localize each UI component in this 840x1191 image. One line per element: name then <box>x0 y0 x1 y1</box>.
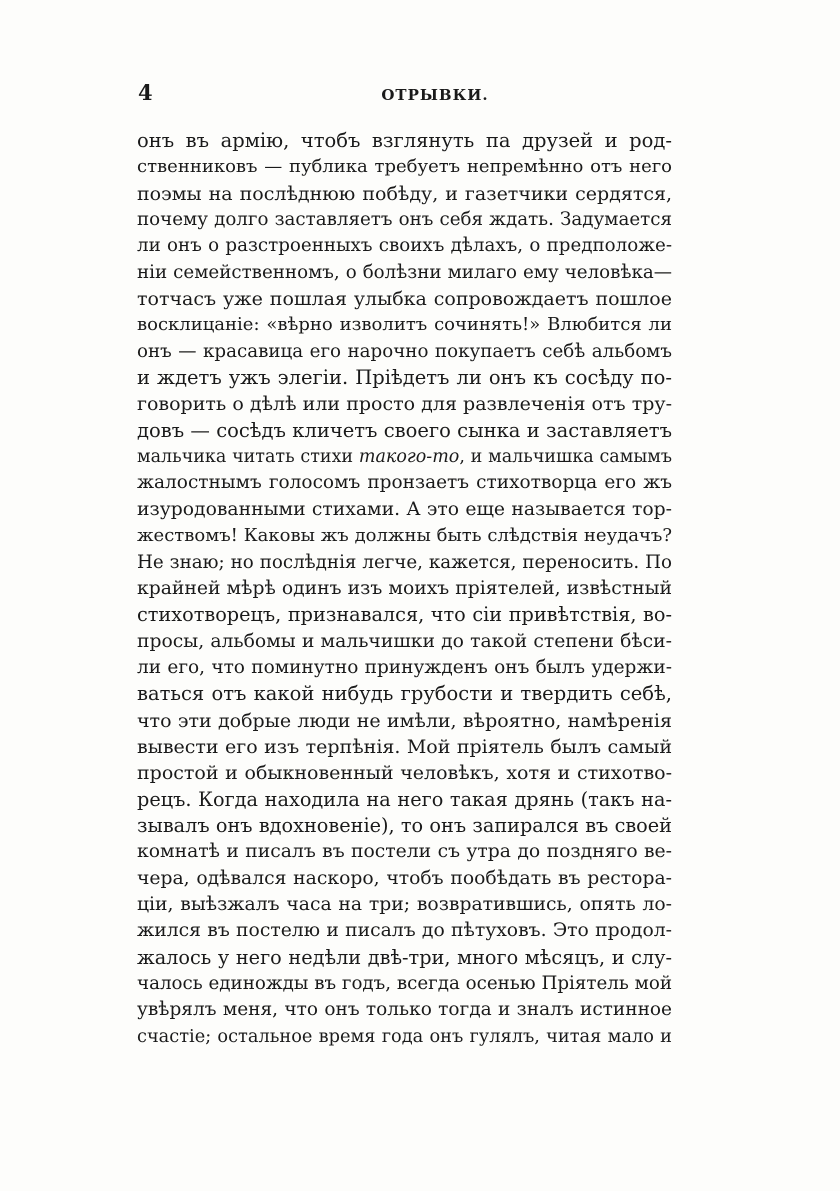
text-line: увѣрялъ меня, что онъ только тогда и зналъ истинное <box>137 999 672 1021</box>
running-header: ОТРЫВКИ. <box>381 86 489 104</box>
body-text <box>137 128 672 1050</box>
text-line: чера, одѣвался наскоро, чтобъ пообѣдать въ рестора- <box>137 867 672 889</box>
text-line: крайней мѣрѣ одинъ изъ моихъ пріятелей, извѣстный <box>137 577 672 599</box>
text-line: что эти добрые люди не имѣли, вѣроятно, намѣренія <box>137 709 672 732</box>
text-fragment: , и мальчишка самымъ <box>459 447 672 468</box>
text-line: ли онъ о разстроенныхъ своихъ дѣлахъ, о предположе- <box>137 235 672 257</box>
text-line: Не знаю; но послѣднія легче, кажется, переносить. По <box>137 551 672 573</box>
text-line: ственниковъ — публика требуетъ непремѣнно отъ него <box>137 156 672 178</box>
text-line: жалось у него недѣли двѣ-три, много мѣсяцъ, и слу- <box>137 945 672 969</box>
italic-name: такого-то <box>358 447 460 468</box>
text-line: вывести его изъ терпѣнія. Мой пріятель былъ самый <box>137 735 672 758</box>
text-line: зывалъ онъ вдохновеніе), то онъ запирался въ своей <box>137 813 672 837</box>
page-number: 4 <box>138 80 153 105</box>
text-line: чалось единожды въ годъ, всегда осенью Пріятель мой <box>137 973 672 994</box>
text-line: жился въ постелю и писалъ до пѣтуховъ. Это продол- <box>137 920 672 942</box>
text-line: рецъ. Когда находила на него такая дрянь (такъ на- <box>137 787 672 811</box>
text-line: ціи, выѣзжалъ часа на три; возвратившись, опять ло- <box>137 893 672 915</box>
text-line: онъ — красавица его нарочно покупаетъ себѣ альбомъ <box>137 340 672 362</box>
text-line: изуродованными стихами. А это еще называется тор- <box>137 498 672 520</box>
text-line: тотчасъ уже пошлая улыбка сопровождаетъ пошлое <box>137 288 672 311</box>
text-line: довъ — сосѣдъ кличетъ своего сынка и заставляетъ <box>137 418 672 442</box>
text-line: стихотворецъ, признавался, что сіи привѣтствія, во- <box>137 603 672 627</box>
text-line: почему долго заставляетъ онъ себя ждать. Задумается <box>137 209 672 231</box>
text-line: ніи семейственномъ, о болѣзни милаго ему человѣка— <box>137 261 672 283</box>
text-line: поэмы на послѣднюю побѣду, и газетчики сердятся, <box>137 182 672 205</box>
text-line: жалостнымъ голосомъ пронзаетъ стихотворца его жъ <box>137 472 672 494</box>
text-fragment: мальчика читать стихи <box>137 447 359 468</box>
text-line: онъ въ армію, чтобъ взглянуть па друзей и род- <box>137 129 672 152</box>
text-line: простой и обыкновенный человѣкъ, хотя и стихотво- <box>137 762 672 785</box>
text-line: ли его, что поминутно принужденъ онъ былъ удержи- <box>137 656 672 678</box>
text-line: и ждетъ ужъ элегіи. Пріѣдетъ ли онъ къ сосѣду по- <box>137 366 672 390</box>
text-line: ваться отъ какой нибудь грубости и твердить себѣ, <box>137 682 672 706</box>
text-line: восклицаніе: «вѣрно изволитъ сочинять!» Влюбится ли <box>137 314 672 336</box>
text-line: счастіе; остальное время года онъ гулялъ, читая мало и <box>137 1026 672 1047</box>
text-line-with-italic <box>137 444 672 470</box>
text-line: жествомъ! Каковы жъ должны быть слѣдствія неудачъ? <box>137 525 672 547</box>
text-line: комнатѣ и писалъ въ постели съ утра до поздняго ве- <box>137 841 672 863</box>
text-line: говорить о дѣлѣ или просто для развлеченія отъ тру- <box>137 393 672 416</box>
text-line: просы, альбомы и мальчишки до такой степени бѣси- <box>137 630 672 652</box>
